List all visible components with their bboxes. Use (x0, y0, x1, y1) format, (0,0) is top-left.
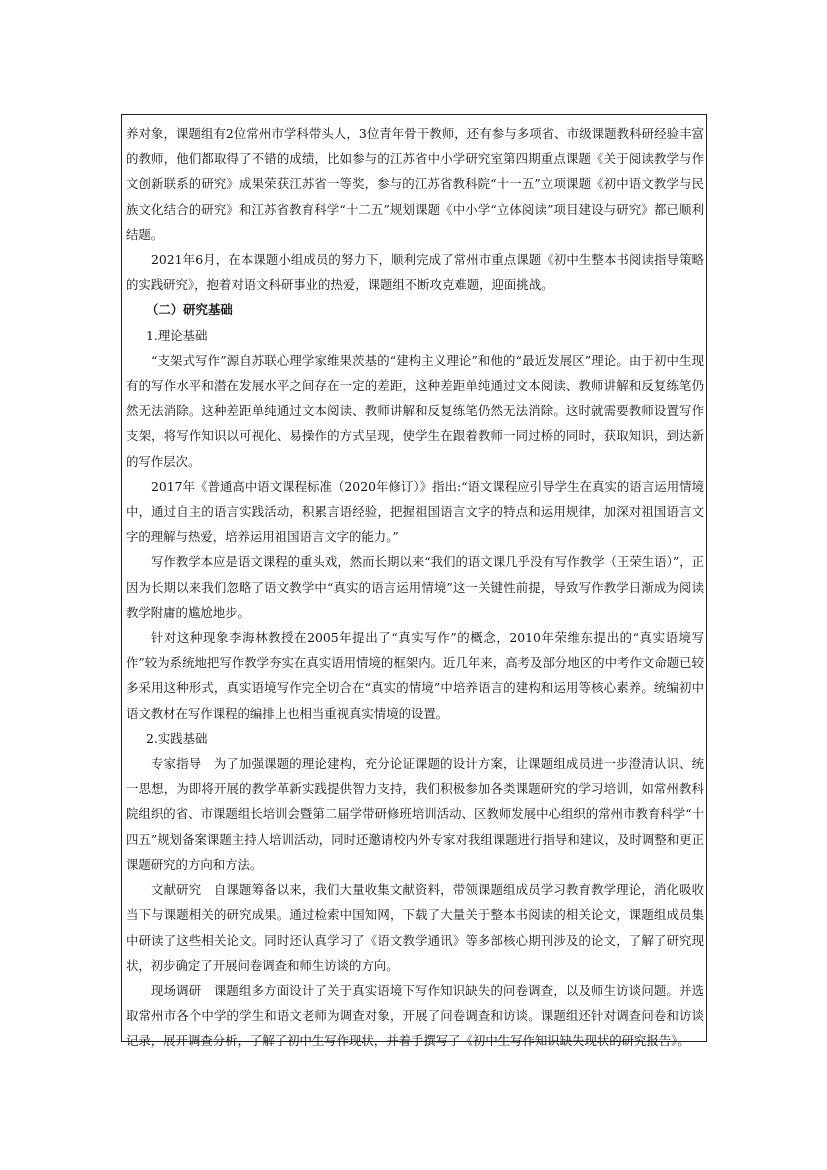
paragraph-curriculum-standard: 2017年《普通高中语文课程标准（2020年修订）》指出:“语文课程应引导学生在真实的语言运用情境中，通过自主的语言实践活动，积累言语经验，把握祖国语言文字的特点和运用规律，加深对祖国语言文字的理解与热爱，培养运用祖国语言文字的能力。” (126, 478, 704, 545)
paragraph-literature-research: 文献研究 自课题筹备以来，我们大量收集文献资料，带领课题组成员学习教育教学理论，消化吸收当下与课题相关的研究成果。通过检索中国知网，下载了大量关于整本书阅读的相关论文，课题组成员集中研读了这些相关论文。同时还认真学习了《语文教学通讯》等多部核心期刊涉及的论文，了解了研究现状，初步确定了开展问卷调查和师生访谈的方向。 (126, 882, 704, 973)
paragraph-scaffold: “支架式写作”源自苏联心理学家维果茨基的“建构主义理论”和他的“最近发展区”理论。由于初中生现有的写作水平和潜在发展水平之间存在一定的差距，这种差距单纯通过文本阅读、教师讲解和反复练笔仍然无法消除。这种差距单纯通过文本阅读、教师讲解和反复练笔仍然无法消除。这时就需要教师设置写作支架，将写作知识以可视化、易操作的方式呈现，使学生在跟着教师一同过桥的同时，获取知识，到达新的写作层次。 (126, 352, 704, 469)
paragraph-members: 养对象，课题组有2位常州市学科带头人，3位青年骨干教师，还有参与多项省、市级课题教科研经验丰富的教师，他们都取得了不错的成绩，比如参与的江苏省中小学研究室第四期重点课题《关于阅读教学与作文创新联系的研究》成果荣获江苏省一等奖，参与的江苏省教科院“十一五”立项课题《初中语文教学与民族文化结合的研究》和江苏省教育科学“十二五”规划课题《中小学“立体阅读”项目建设与研究》都已顺利结题。 (126, 126, 704, 242)
section-heading-research-basis: （二）研究基础 (146, 302, 233, 318)
subheading-practice: 2.实践基础 (146, 730, 208, 746)
document-body (126, 121, 704, 1054)
subheading-theory: 1.理论基础 (146, 327, 208, 343)
paragraph-2021: 2021年6月，在本课题小组成员的努力下，顺利完成了常州市重点课题《初中生整本书阅读指导策略的实践研究》，抱着对语文科研事业的热爱，课题组不断攻克难题，迎面挑战。 (126, 252, 704, 293)
paragraph-field-research: 现场调研 课题组多方面设计了关于真实语境下写作知识缺失的问卷调查，以及师生访谈问题。并选取常州市各个中学的学生和语文老师为调查对象，开展了问卷调查和访谈。课题组还针对调查问卷和访谈记录，展开调查分析，了解了初中生写作现状，并着手撰写了《初中生写作知识缺失现状的研究报告》。 (126, 982, 704, 1049)
paragraph-real-writing: 针对这种现象李海林教授在2005年提出了“真实写作”的概念，2010年荣维东提出的“真实语境写作”较为系统地把写作教学夯实在真实语用情境的框架内。近几年来，高考及部分地区的中考作文命题已较多采用这种形式，真实语境写作完全切合在“真实的情境”中培养语言的建构和运用等核心素养。统编初中语文教材在写作课程的编排上也相当重视真实情境的设置。 (126, 630, 704, 721)
paragraph-writing-teaching: 写作教学本应是语文课程的重头戏，然而长期以来“我们的语文课几乎没有写作教学（王荣生语）”，正因为长期以来我们忽略了语文教学中“真实的语言运用情境”这一关键性前提，导致写作教学日渐成为阅读教学附庸的尴尬地步。 (126, 554, 704, 620)
paragraph-expert-guidance: 专家指导 为了加强课题的理论建构，充分论证课题的设计方案，让课题组成员进一步澄清认识、统一思想，为即将开展的教学革新实践提供智力支持，我们积极参加各类课题研究的学习培训，如常州教科院组织的省、市课题组长培训会暨第二届学带研修班培训活动、区教师发展中心组织的常州市教育科学“十四五”规划备案课题主持人培训活动，同时还邀请校内外专家对我组课题进行指导和建议，及时调整和更正课题研究的方向和方法。 (126, 756, 704, 872)
